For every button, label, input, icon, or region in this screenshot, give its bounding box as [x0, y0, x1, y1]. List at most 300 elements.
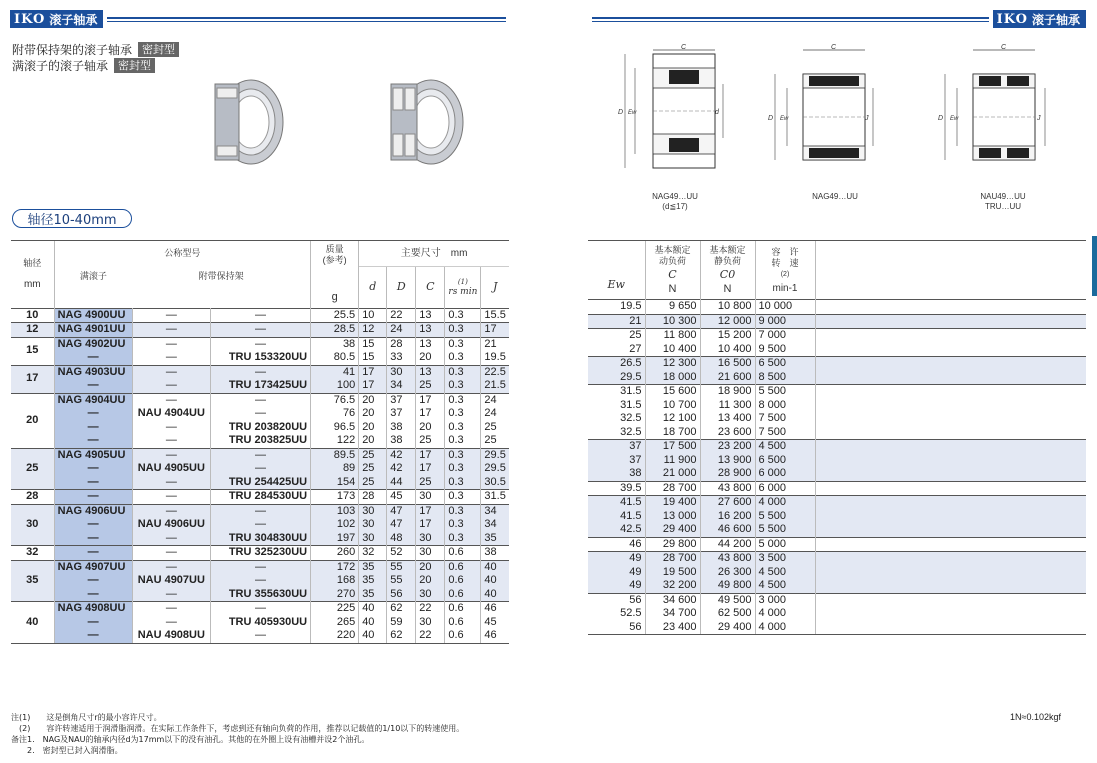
dynamic-load-value: 19 400 — [645, 496, 700, 510]
dynamic-load-value: 34 700 — [645, 607, 700, 621]
row-pad — [815, 399, 1086, 413]
dim-J: 19.5 — [481, 351, 509, 365]
full-complement-model: — — [54, 434, 132, 448]
speed-value: 5 500 — [755, 523, 815, 537]
dim-J: 46 — [481, 602, 509, 616]
dim-J: 35 — [481, 532, 509, 546]
rating-group — [588, 357, 1086, 385]
header-static-unit: N — [723, 283, 732, 295]
header-rs-label: rs min — [448, 287, 478, 297]
shaft-size: 10 — [26, 308, 39, 321]
cage-model-tru: TRU 254425UU — [210, 476, 310, 490]
dim-J: 15.5 — [481, 308, 509, 323]
dim-D: 59 — [387, 616, 416, 630]
table-row — [588, 607, 1086, 621]
dim-D: 38 — [387, 434, 416, 448]
row-pad — [815, 496, 1086, 510]
cage-model-nau: — — [132, 560, 210, 574]
speed-value: 4 000 — [755, 621, 815, 635]
header-full: 满滚子 — [54, 266, 132, 288]
table-row — [588, 593, 1086, 607]
table-row — [588, 329, 1086, 343]
ew-value: 56 — [588, 621, 645, 635]
full-complement-model: NAG 4907UU — [54, 560, 132, 574]
cage-model-nau: — — [132, 308, 210, 323]
speed-value: 6 500 — [755, 357, 815, 371]
row-pad — [815, 426, 1086, 440]
header-dynamic-symbol: C — [668, 268, 677, 281]
table-row — [588, 496, 1086, 510]
rating-group — [588, 385, 1086, 440]
footnote-1 — [11, 712, 464, 723]
shaft-size: 35 — [11, 560, 54, 602]
table-row — [588, 371, 1086, 385]
dynamic-load-value: 10 400 — [645, 343, 700, 357]
drawing-caption-2 — [790, 192, 880, 202]
svg-text:d: d — [715, 109, 719, 116]
cage-model-nau: NAU 4908UU — [132, 629, 210, 643]
dim-J: 17 — [481, 323, 509, 338]
ew-value: 37 — [588, 440, 645, 454]
table-row — [588, 467, 1086, 481]
full-complement-model: — — [54, 421, 132, 435]
table-row — [11, 476, 509, 490]
header-blank-a — [54, 288, 132, 308]
ew-value: 42.5 — [588, 523, 645, 537]
speed-value: 4 500 — [755, 579, 815, 593]
dim-J: 21.5 — [481, 379, 509, 393]
table-row — [11, 518, 509, 532]
table-row — [11, 532, 509, 546]
rating-group — [588, 329, 1086, 357]
shaft-size: 17 — [11, 365, 54, 393]
cage-model-nau: — — [132, 365, 210, 379]
dim-D: 22 — [387, 308, 416, 323]
cage-model-nau: NAU 4906UU — [132, 518, 210, 532]
brand-logo-right: IKO — [996, 11, 1028, 27]
header-shaft-unit: mm — [23, 279, 41, 291]
mass-value: 96.5 — [311, 421, 359, 435]
cage-model-tru: — — [210, 308, 310, 323]
header-speed-label: 容 许转 速 — [771, 246, 799, 268]
ew-value: 32.5 — [620, 425, 642, 438]
table-row — [11, 490, 509, 505]
dynamic-load-value: 17 500 — [645, 440, 700, 454]
brand-badge — [10, 10, 103, 28]
cage-model-tru: — — [210, 407, 310, 421]
dynamic-load-value: 18 000 — [645, 371, 700, 385]
dim-d: 35 — [359, 588, 387, 602]
speed-value: 10 000 — [755, 300, 815, 315]
ew-value: 37 — [588, 454, 645, 468]
table-row — [588, 523, 1086, 537]
row-pad — [815, 510, 1086, 524]
rating-group — [588, 314, 1086, 329]
mass-value: 89 — [311, 462, 359, 476]
full-complement-model: NAG 4904UU — [54, 393, 132, 407]
mass-value: 197 — [311, 532, 359, 546]
cage-model-tru: TRU 304830UU — [210, 532, 310, 546]
dim-C: 20 — [416, 574, 445, 588]
cage-model-tru: TRU 325230UU — [210, 546, 310, 561]
svg-text:C: C — [831, 44, 837, 51]
shaft-size: 40 — [11, 602, 54, 644]
speed-value: 6 500 — [755, 454, 815, 468]
static-load-value: 11 300 — [700, 399, 755, 413]
dim-C: 17 — [416, 462, 445, 476]
dim-D: 42 — [387, 462, 416, 476]
footnotes — [11, 712, 464, 756]
drawing-caption-3-line1: NAU49…UU — [980, 192, 1026, 201]
dim-d: 35 — [359, 560, 387, 574]
header-blank-c — [210, 288, 310, 308]
header-right — [588, 10, 1086, 28]
static-load-value: 62 500 — [700, 607, 755, 621]
header-rs-note: (1) — [457, 278, 468, 286]
ew-value: 31.5 — [620, 398, 642, 411]
dynamic-load-value: 29 400 — [645, 523, 700, 537]
row-pad — [815, 412, 1086, 426]
static-load-value: 23 600 — [700, 426, 755, 440]
row-pad — [815, 566, 1086, 580]
svg-text:D: D — [768, 115, 774, 122]
dim-C: 17 — [416, 504, 445, 518]
dim-d: 32 — [359, 546, 387, 561]
cage-model-tru: — — [210, 448, 310, 462]
header-C: C — [416, 266, 445, 308]
mass-value: 80.5 — [311, 351, 359, 365]
dim-rs: 0.3 — [445, 518, 481, 532]
dynamic-load-value: 23 400 — [645, 621, 700, 635]
ew-value: 19.5 — [620, 300, 642, 312]
dim-J: 22.5 — [481, 365, 509, 379]
header-speed-note: (2) — [780, 270, 790, 278]
footnote-2-text: 容许转速适用于润滑脂润滑。在实际工作条件下，考虑到还有轴向负荷的作用，推荐以记载值的1/10以下的转速使用。 — [46, 724, 465, 733]
speed-value: 5 000 — [755, 537, 815, 552]
dim-C: 30 — [416, 546, 445, 561]
drawing-nag-small — [615, 42, 725, 182]
static-load-value: 16 200 — [700, 510, 755, 524]
mass-value: 38 — [311, 337, 359, 351]
dim-D: 55 — [387, 560, 416, 574]
table-row — [11, 629, 509, 643]
svg-text:C: C — [681, 44, 687, 51]
cage-model-tru: — — [210, 574, 310, 588]
cage-model-nau: NAU 4907UU — [132, 574, 210, 588]
row-pad — [815, 621, 1086, 635]
mass-value: 76.5 — [311, 393, 359, 407]
dim-rs: 0.3 — [445, 393, 481, 407]
dim-rs: 0.3 — [445, 337, 481, 351]
shaft-group — [11, 560, 509, 602]
shaft-group — [11, 365, 509, 393]
mass-value: 225 — [311, 602, 359, 616]
speed-value: 9 500 — [755, 343, 815, 357]
header-mass — [311, 241, 359, 267]
static-load-value: 10 400 — [700, 343, 755, 357]
ew-value: 46 — [629, 537, 642, 550]
mass-value: 103 — [311, 504, 359, 518]
dim-J: 29.5 — [481, 448, 509, 462]
speed-value: 8 500 — [755, 371, 815, 385]
header-nominal: 公称型号 — [54, 241, 311, 267]
rating-group — [588, 593, 1086, 635]
dim-d: 15 — [359, 337, 387, 351]
dim-D: 37 — [387, 407, 416, 421]
dynamic-load-value: 11 800 — [645, 329, 700, 343]
header-dynamic-unit: N — [668, 283, 677, 295]
sealed-tag-1: 密封型 — [138, 42, 179, 57]
table-row — [11, 560, 509, 574]
table-row — [11, 616, 509, 630]
dim-rs: 0.3 — [445, 379, 481, 393]
product-line-1 — [12, 41, 179, 58]
full-complement-model: — — [54, 351, 132, 365]
mass-value: 122 — [311, 434, 359, 448]
dim-D: 62 — [387, 629, 416, 643]
speed-value: 3 000 — [755, 593, 815, 607]
header-rs — [445, 266, 481, 308]
rating-group — [588, 552, 1086, 594]
dynamic-load-value: 12 300 — [645, 357, 700, 371]
cage-model-tru: TRU 153320UU — [210, 351, 310, 365]
static-load-value: 27 600 — [700, 496, 755, 510]
row-pad — [815, 329, 1086, 343]
dim-rs: 0.6 — [445, 629, 481, 643]
dim-J: 40 — [481, 588, 509, 602]
shaft-size: 30 — [11, 504, 54, 546]
full-complement-model: — — [54, 518, 132, 532]
dim-rs: 0.3 — [445, 532, 481, 546]
speed-value: 6 000 — [755, 467, 815, 481]
dim-d: 20 — [359, 434, 387, 448]
dimension-table — [11, 240, 509, 644]
cage-model-tru: TRU 405930UU — [210, 616, 310, 630]
speed-value: 5 500 — [755, 385, 815, 399]
cage-model-nau: — — [132, 588, 210, 602]
dim-rs: 0.3 — [445, 434, 481, 448]
header-dynamic-label: 基本额定动负荷 — [654, 245, 691, 266]
mass-value: 270 — [311, 588, 359, 602]
remark-2-text: 密封型已封入润滑脂。 — [42, 746, 123, 755]
cage-model-tru: — — [210, 462, 310, 476]
cage-model-tru: — — [210, 629, 310, 643]
row-pad — [815, 300, 1086, 315]
header-static-load — [700, 241, 755, 300]
table-row — [588, 566, 1086, 580]
row-pad — [815, 537, 1086, 552]
dim-rs: 0.3 — [445, 323, 481, 338]
dynamic-load-value: 18 700 — [645, 426, 700, 440]
cage-model-nau: NAU 4905UU — [132, 462, 210, 476]
brand-subtitle: 滚子轴承 — [49, 12, 98, 27]
dim-C: 17 — [416, 448, 445, 462]
table-row — [588, 300, 1086, 315]
cage-model-nau: — — [132, 434, 210, 448]
speed-value: 5 500 — [755, 510, 815, 524]
drawing-caption-3 — [958, 192, 1048, 212]
mass-value: 173 — [311, 490, 359, 505]
dim-rs: 0.3 — [445, 365, 481, 379]
dim-J: 46 — [481, 629, 509, 643]
header-ew: Ew — [588, 241, 645, 300]
svg-text:Ew: Ew — [628, 110, 637, 116]
dim-J: 29.5 — [481, 462, 509, 476]
rating-group — [588, 300, 1086, 315]
dim-J: 34 — [481, 518, 509, 532]
mass-value: 220 — [311, 629, 359, 643]
dim-C: 13 — [416, 365, 445, 379]
dim-J: 40 — [481, 574, 509, 588]
static-load-value: 15 200 — [700, 329, 755, 343]
cage-model-tru: TRU 203825UU — [210, 434, 310, 448]
mass-value: 265 — [311, 616, 359, 630]
dynamic-load-value: 13 000 — [645, 510, 700, 524]
cage-model-tru: — — [210, 518, 310, 532]
table-row — [11, 379, 509, 393]
dim-d: 28 — [359, 490, 387, 505]
shaft-size: 20 — [26, 413, 39, 426]
dim-D: 33 — [387, 351, 416, 365]
ew-value: 49 — [588, 566, 645, 580]
header-speed-unit: min-1 — [772, 282, 798, 294]
shaft-group — [11, 323, 509, 338]
speed-value: 6 000 — [755, 481, 815, 496]
unit-conversion: 1N≈0.102kgf — [1010, 712, 1061, 722]
dim-D: 38 — [387, 421, 416, 435]
header-static-label: 基本额定静负荷 — [709, 245, 746, 266]
dim-d: 25 — [359, 462, 387, 476]
product-line-1-text: 附带保持架的滚子轴承 — [12, 43, 133, 57]
dim-D: 47 — [387, 518, 416, 532]
table-row — [588, 343, 1086, 357]
dim-J: 25 — [481, 434, 509, 448]
dim-D: 44 — [387, 476, 416, 490]
static-load-value: 46 600 — [700, 523, 755, 537]
header-shaft-label: 轴径 — [23, 257, 42, 268]
dim-D: 56 — [387, 588, 416, 602]
cage-model-tru: — — [210, 560, 310, 574]
footnote-2 — [11, 723, 464, 734]
table-row — [11, 574, 509, 588]
cage-model-tru: — — [210, 393, 310, 407]
cage-model-nau: — — [132, 504, 210, 518]
dim-rs: 0.6 — [445, 574, 481, 588]
header-mass-unit: g — [311, 288, 359, 308]
mass-value: 25.5 — [311, 308, 359, 323]
remark-1 — [11, 734, 464, 745]
sealed-tag-2: 密封型 — [114, 58, 155, 73]
cage-model-tru: TRU 203820UU — [210, 421, 310, 435]
table-row — [11, 421, 509, 435]
table-row — [588, 481, 1086, 496]
table-row — [11, 393, 509, 407]
row-pad — [815, 371, 1086, 385]
table-row — [588, 510, 1086, 524]
dim-C: 17 — [416, 518, 445, 532]
cage-model-nau: — — [132, 379, 210, 393]
full-complement-model: — — [54, 574, 132, 588]
dim-d: 17 — [359, 379, 387, 393]
dim-d: 15 — [359, 351, 387, 365]
full-complement-model: — — [54, 629, 132, 643]
dim-C: 20 — [416, 560, 445, 574]
dim-rs: 0.3 — [445, 308, 481, 323]
bearing-photo-full — [385, 76, 465, 168]
ew-value: 26.5 — [588, 357, 645, 371]
dim-rs: 0.3 — [445, 462, 481, 476]
dim-J: 25 — [481, 421, 509, 435]
table-row — [588, 412, 1086, 426]
mass-value: 154 — [311, 476, 359, 490]
full-complement-model: — — [54, 476, 132, 490]
header-d: d — [359, 266, 387, 308]
table-row — [588, 314, 1086, 329]
svg-text:D: D — [938, 115, 944, 122]
dim-rs: 0.6 — [445, 588, 481, 602]
static-load-value: 18 900 — [700, 385, 755, 399]
static-load-value: 49 500 — [700, 593, 755, 607]
static-load-value: 43 800 — [700, 481, 755, 496]
dim-rs: 0.3 — [445, 407, 481, 421]
mass-value: 100 — [311, 379, 359, 393]
cage-model-nau: — — [132, 337, 210, 351]
header-mass-blank — [311, 266, 359, 288]
table-row — [11, 365, 509, 379]
mass-value: 28.5 — [311, 323, 359, 338]
dim-d: 12 — [359, 323, 387, 338]
shaft-group — [11, 602, 509, 644]
dim-d: 40 — [359, 616, 387, 630]
shaft-group — [11, 448, 509, 490]
mass-value: 89.5 — [311, 448, 359, 462]
full-complement-model: NAG 4905UU — [54, 448, 132, 462]
product-line-2 — [12, 57, 155, 74]
remark-2 — [11, 745, 464, 756]
mass-value: 172 — [311, 560, 359, 574]
ew-value: 32.5 — [620, 412, 642, 424]
brand-badge-right — [993, 10, 1086, 28]
header-blank-b — [132, 288, 210, 308]
header-left — [10, 10, 510, 28]
dim-d: 20 — [359, 393, 387, 407]
shaft-size: 15 — [26, 344, 39, 357]
full-complement-model: — — [54, 588, 132, 602]
table-row — [11, 407, 509, 421]
dim-C: 30 — [416, 588, 445, 602]
dynamic-load-value: 28 700 — [645, 481, 700, 496]
full-complement-model: NAG 4901UU — [54, 323, 132, 338]
mass-value: 260 — [311, 546, 359, 561]
header-rule — [107, 17, 506, 22]
header-static-symbol: C0 — [719, 268, 736, 281]
dim-C: 17 — [416, 393, 445, 407]
full-complement-model: NAG 4906UU — [54, 504, 132, 518]
cage-model-nau: — — [132, 421, 210, 435]
dim-D: 55 — [387, 574, 416, 588]
table-row — [11, 462, 509, 476]
rating-group — [588, 481, 1086, 496]
ew-value: 56 — [629, 593, 642, 606]
mass-value: 168 — [311, 574, 359, 588]
shaft-size: 28 — [26, 490, 39, 502]
dynamic-load-value: 28 700 — [645, 552, 700, 566]
cage-model-nau: — — [132, 546, 210, 561]
dim-rs: 0.3 — [445, 490, 481, 505]
dynamic-load-value: 10 300 — [645, 314, 700, 329]
dim-C: 20 — [416, 351, 445, 365]
static-load-value: 23 200 — [700, 440, 755, 454]
